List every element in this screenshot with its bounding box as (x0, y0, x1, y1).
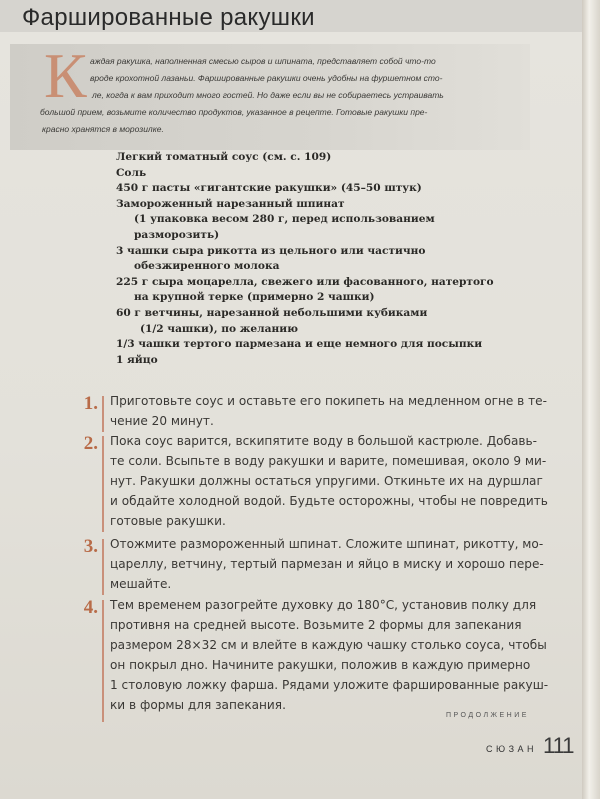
step-number: 1. (83, 393, 98, 414)
step-line: чение 20 минут. (110, 414, 214, 428)
ingredient-item: на крупной терке (примерно 2 чашки) (134, 291, 375, 304)
ingredient-item: (1/2 чашки), по желанию (140, 322, 298, 335)
step-line: мешайте. (110, 577, 172, 591)
step-item (70, 535, 544, 595)
step-line: и обдайте холодной водой. Будьте осторожны, чтобы не повредить (110, 494, 548, 508)
step-line: он покрыл дно. Начините ракушки, положив в каждую примерно (110, 658, 531, 672)
step-line: Пока соус варится, вскипятите воду в большой кастрюле. Добавь- (110, 434, 538, 448)
step-number: 4. (83, 597, 98, 618)
page-title: Фаршированные ракушки (22, 4, 315, 31)
ingredient-item: 225 г сыра моцарелла, свежего или фасованного, натертого (116, 275, 494, 288)
step-line: размером 28×32 см и влейте в каждую чашку столько соуса, чтобы (110, 638, 547, 652)
step-line: ки в формы для запекания. (110, 698, 286, 712)
step-line: цареллу, ветчину, тертый пармезан и яйцо в миску и хорошо пере- (110, 557, 544, 571)
page-edge (582, 0, 600, 799)
footer-section-name: СЮЗАН (486, 744, 538, 754)
ingredient-item: 3 чашки сыра рикотта из цельного или частично (116, 244, 426, 257)
ingredient-item: Соль (116, 166, 147, 179)
step-line: Приготовьте соус и оставьте его покипеть на медленном огне в те- (110, 394, 547, 408)
step-line: готовые ракушки. (110, 514, 226, 528)
continued-label: ПРОДОЛЖЕНИЕ (446, 712, 529, 719)
step-divider (102, 436, 104, 532)
ingredient-item: 1 яйцо (116, 353, 158, 366)
step-number: 2. (83, 433, 98, 454)
ingredient-item: 450 г пасты «гигантские ракушки» (45–50 штук) (116, 182, 422, 195)
intro-line: аждая ракушка, наполненная смесью сыров и шпината, представляет собой что-то (90, 56, 436, 66)
step-item (70, 596, 549, 716)
step-divider (102, 539, 104, 595)
step-line: Тем временем разогрейте духовку до 180°С, установив полку для (110, 598, 537, 612)
step-line: 1 столовую ложку фарша. Рядами уложите фаршированные ракуш- (110, 678, 549, 692)
step-line: противня на средней высоте. Возьмите 2 формы для запекания (110, 618, 522, 632)
ingredient-item: Замороженный нарезанный шпинат (116, 197, 345, 210)
intro-line: большой прием, возьмите количество продуктов, указанное в рецепте. Готовые ракушки пре- (40, 107, 428, 117)
step-line: Отожмите размороженный шпинат. Сложите шпинат, рикотту, мо- (110, 537, 544, 551)
ingredient-item: 60 г ветчины, нарезанной небольшими кубиками (116, 306, 428, 319)
ingredient-item: Легкий томатный соус (см. с. 109) (116, 151, 332, 163)
step-divider (102, 396, 104, 432)
step-divider (102, 600, 104, 722)
step-number: 3. (83, 536, 98, 557)
drop-cap: К (44, 40, 87, 111)
ingredient-item: 1/3 чашки тертого пармезана и еще немного для посыпки (116, 338, 483, 351)
intro-line: вроде крохотной лазаньи. Фаршированные ракушки очень удобны на фуршетном сто- (90, 73, 443, 83)
ingredient-item: разморозить) (134, 228, 220, 241)
ingredient-item: обезжиренного молока (134, 260, 280, 273)
intro-line: ле, когда к вам приходит много гостей. Но даже если вы не собираетесь устраивать (92, 90, 444, 100)
page-number: 111 (543, 733, 574, 758)
step-line: те соли. Всыпьте в воду ракушки и варите, помешивая, около 9 ми- (110, 454, 547, 468)
step-item (70, 432, 548, 532)
ingredients-list (116, 150, 526, 368)
intro-line: красно хранятся в морозилке. (42, 124, 164, 134)
ingredient-item: (1 упаковка весом 280 г, перед использованием (134, 213, 435, 226)
step-line: нут. Ракушки должны остаться упругими. Откиньте их на дуршлаг (110, 474, 543, 488)
